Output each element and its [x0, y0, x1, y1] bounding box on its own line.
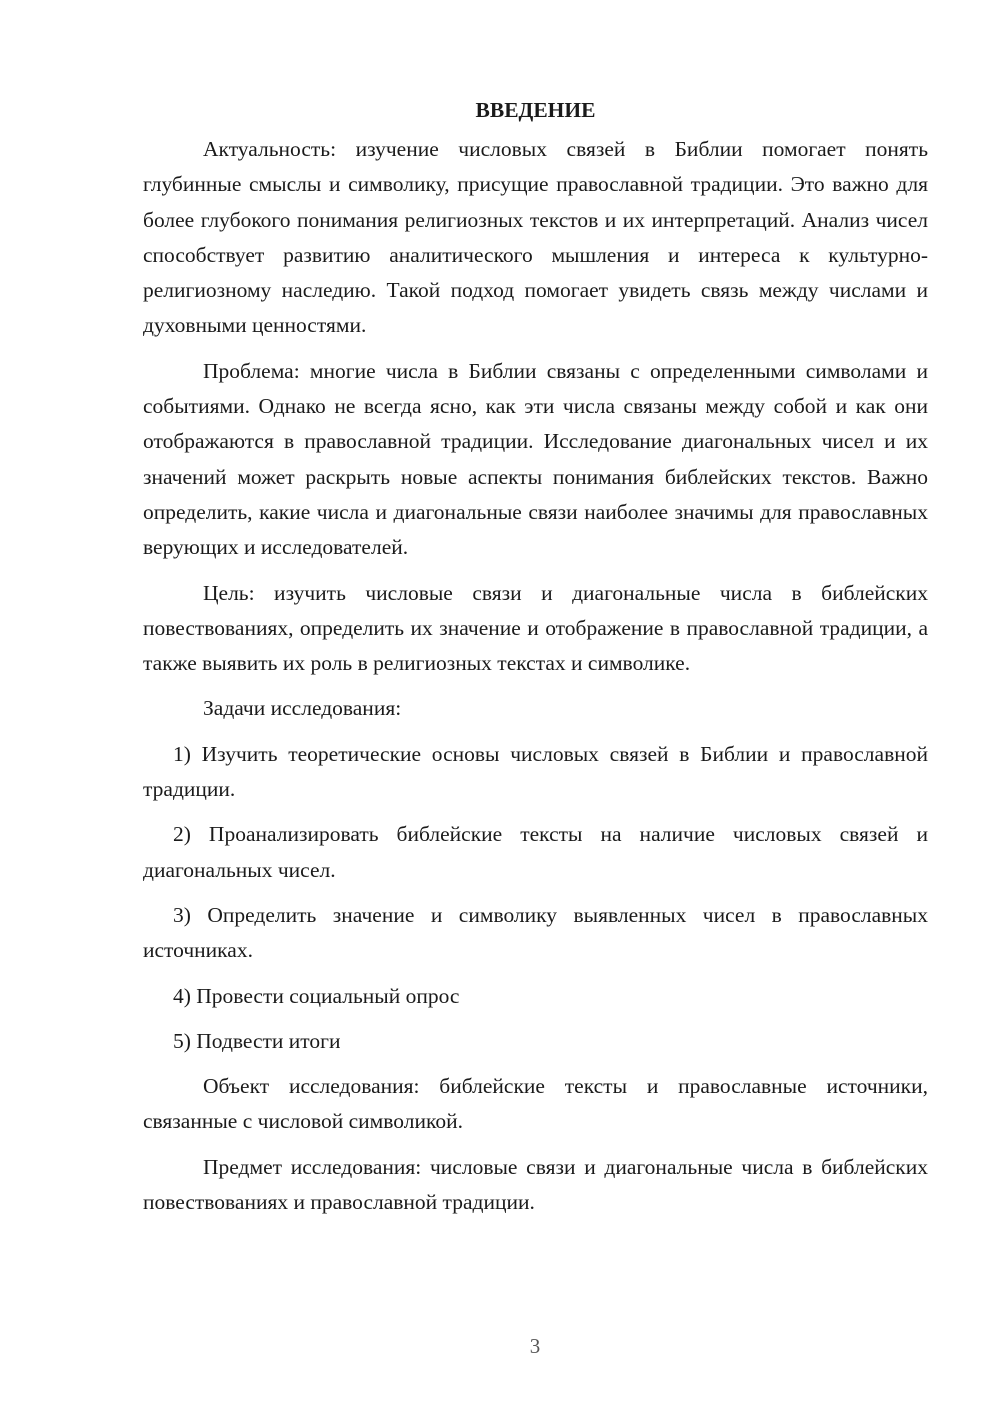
paragraph-goal: Цель: изучить числовые связи и диагональные числа в библейских повествованиях, определить их значение и отображение в православной традиции, а также выявить их роль в религиозных текстах и символике.: [143, 580, 928, 676]
paragraph-object: Объект исследования: библейские тексты и православные источники, связанные с числовой символикой.: [143, 1074, 928, 1134]
paragraph-problem: Проблема: многие числа в Библии связаны с определенными символами и событиями. Однако не всегда ясно, как эти числа связаны между собой и как они отображаются в православной традиции. Исследование диагональных чисел и их значений может раскрыть новые аспекты понимания библейских текстов. Важно определить, какие числа и диагональные связи наиболее значимы для православных верующих и исследователей.: [143, 358, 928, 560]
document-page: [143, 96, 928, 1220]
task-item-2: 2) Проанализировать библейские тексты на наличие числовых связей и диагональных чисел.: [143, 822, 928, 882]
page-number: 3: [529, 1334, 541, 1358]
task-item-4: 4) Провести социальный опрос: [173, 983, 460, 1008]
task-item-3: 3) Определить значение и символику выявленных чисел в православных источниках.: [143, 902, 928, 963]
paragraph-tasks-heading: Задачи исследования:: [203, 696, 402, 721]
task-item-5: 5) Подвести итоги: [173, 1028, 341, 1053]
paragraph-relevance: Актуальность: изучение числовых связей в Библии помогает понять глубинные смыслы и символику, присущие православной традиции. Это важно для более глубокого понимания религиозных текстов и их интерпретаций. Анализ чисел способствует развитию аналитического мышления и интереса к культурно-религиозному наследию. Такой подход помогает увидеть связь между числами и духовными ценностями.: [143, 137, 928, 338]
paragraph-subject: Предмет исследования: числовые связи и диагональные числа в библейских повествованиях и православной традиции.: [143, 1154, 928, 1215]
section-title: ВВЕДЕНИЕ: [475, 98, 596, 122]
task-item-1: 1) Изучить теоретические основы числовых связей в Библии и православной традиции.: [143, 741, 928, 802]
